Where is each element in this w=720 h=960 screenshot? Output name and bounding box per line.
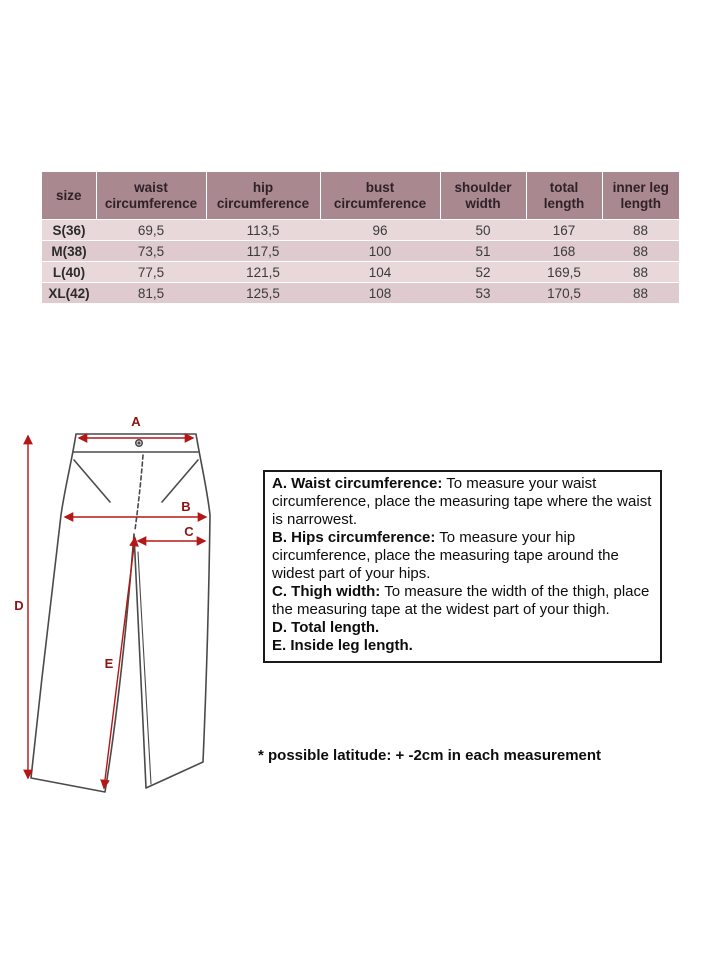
col-header-waist: waist circumference <box>96 172 206 220</box>
value-cell: 51 <box>440 241 526 262</box>
instruction-item-a <box>272 475 653 529</box>
col-header-shoulder: shoulder width <box>440 172 526 220</box>
instruction-title: C. Thigh width: <box>272 583 381 600</box>
value-cell: 104 <box>320 262 440 283</box>
value-cell: 169,5 <box>526 262 602 283</box>
value-cell: 88 <box>602 262 679 283</box>
instruction-text: To measure your hip circumference, place the measuring tape around the widest part of your hips. <box>272 529 619 582</box>
value-cell: 77,5 <box>96 262 206 283</box>
pants-measurement-diagram <box>10 412 260 812</box>
col-header-size: size <box>42 172 96 220</box>
instruction-title: A. Waist circumference: <box>272 475 443 492</box>
value-cell: 52 <box>440 262 526 283</box>
col-header-bust: bust circumference <box>320 172 440 220</box>
instruction-item-c <box>272 583 653 619</box>
size-cell: M(38) <box>42 241 96 262</box>
instruction-item-d <box>272 619 653 637</box>
instructions-box <box>263 470 662 663</box>
instruction-item-b <box>272 529 653 583</box>
size-cell: L(40) <box>42 262 96 283</box>
label-d: D <box>14 598 24 613</box>
value-cell: 73,5 <box>96 241 206 262</box>
instruction-title: D. Total length. <box>272 619 380 636</box>
size-table <box>42 172 679 303</box>
value-cell: 88 <box>602 241 679 262</box>
value-cell: 88 <box>602 220 679 241</box>
value-cell: 108 <box>320 283 440 304</box>
label-e: E <box>104 656 114 671</box>
table-row-xl <box>42 283 679 304</box>
value-cell: 69,5 <box>96 220 206 241</box>
table-row-m <box>42 241 679 262</box>
instruction-title: E. Inside leg length. <box>272 637 413 654</box>
value-cell: 121,5 <box>206 262 320 283</box>
value-cell: 50 <box>440 220 526 241</box>
table-row-l <box>42 262 679 283</box>
value-cell: 117,5 <box>206 241 320 262</box>
value-cell: 81,5 <box>96 283 206 304</box>
size-cell: S(36) <box>42 220 96 241</box>
value-cell: 100 <box>320 241 440 262</box>
col-header-total-length: total length <box>526 172 602 220</box>
button-dot-icon <box>138 442 140 444</box>
value-cell: 170,5 <box>526 283 602 304</box>
pants-outline <box>31 434 210 792</box>
note-text: * possible latitude: + -2cm in each measurement <box>258 747 602 764</box>
value-cell: 125,5 <box>206 283 320 304</box>
col-header-inner-leg: inner leg length <box>602 172 679 220</box>
label-a: A <box>131 414 141 429</box>
value-cell: 168 <box>526 241 602 262</box>
value-cell: 113,5 <box>206 220 320 241</box>
value-cell: 167 <box>526 220 602 241</box>
size-cell: XL(42) <box>42 283 96 304</box>
instruction-text: To measure your waist circumference, place the measuring tape where the waist is narrowest. <box>272 475 652 528</box>
table-header-row <box>42 172 679 220</box>
value-cell: 88 <box>602 283 679 304</box>
value-cell: 53 <box>440 283 526 304</box>
table-row-s <box>42 220 679 241</box>
col-header-hip: hip circumference <box>206 172 320 220</box>
label-c: C <box>184 524 194 539</box>
label-b: B <box>181 499 191 514</box>
value-cell: 96 <box>320 220 440 241</box>
instruction-item-e <box>272 637 653 655</box>
instruction-title: B. Hips circumference: <box>272 529 436 546</box>
instruction-text: To measure the width of the thigh, place the measuring tape at the widest part of your thigh. <box>272 583 650 618</box>
